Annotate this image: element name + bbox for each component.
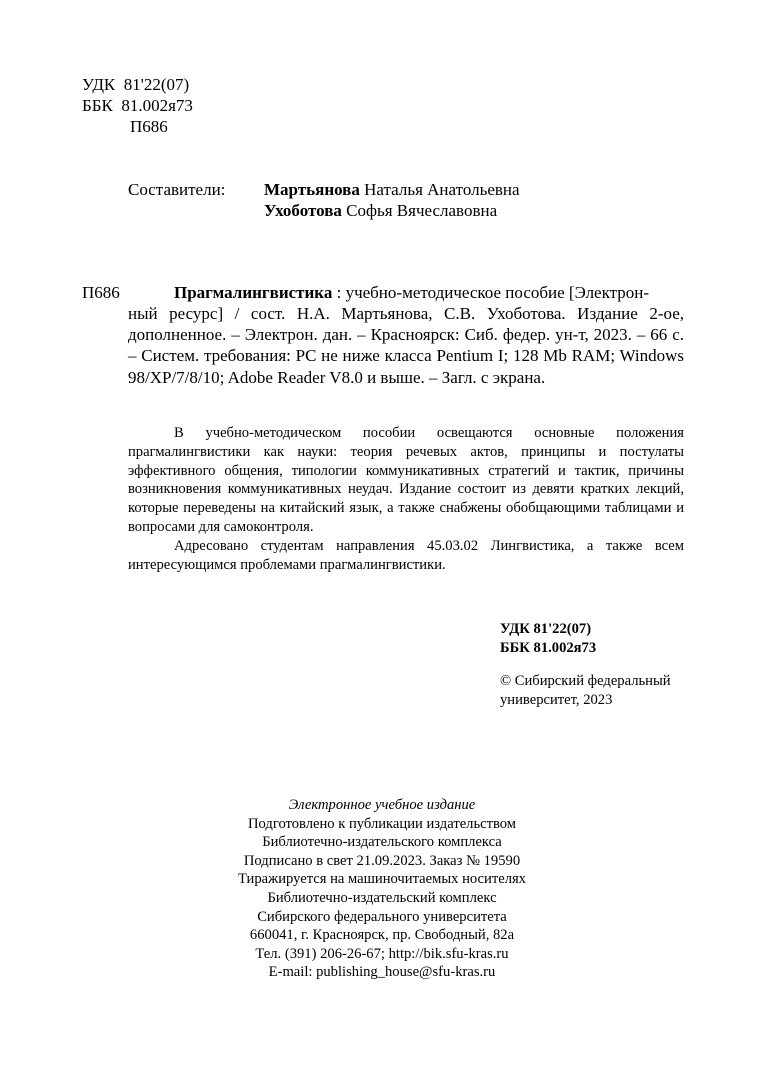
imprint-line: Библиотечно-издательский комплекс: [267, 889, 497, 906]
bibliographic-record-body: ный ресурс] / сост. Н.А. Мартьянова, С.В. Ухоботова. Издание 2-ое, дополненное. – Электрон. дан. – Красноярск: Сиб. федер. ун-т, 2023. – 66 с. – Систем. требования: PC не ниже класса Pentium I; 128 Mb RAM; Windows 98/XP/7/8/10; Adobe Reader V8.0 и выше. – Загл. с экрана.: [128, 304, 684, 387]
classification-codes: [82, 74, 193, 137]
compiler-given-names: Наталья Анатольевна: [359, 180, 520, 199]
abstract-paragraph-2: Адресовано студентам направления 45.03.02 Лингвистика, а также всем интересующимся проблемами прагмалингвистики.: [128, 537, 684, 573]
imprint-line: 660041, г. Красноярск, пр. Свободный, 82а: [249, 927, 515, 944]
udk-code-right: УДК 81'22(07): [500, 621, 592, 637]
classification-codes-right: [500, 620, 596, 657]
copyright-notice: [500, 672, 671, 709]
imprint-line: Тиражируется на машиночитаемых носителях: [238, 871, 526, 888]
bbk-code-right: ББК 81.002я73: [500, 639, 597, 656]
record-index: П686: [82, 283, 120, 302]
bbk-code: ББК 81.002я73: [82, 96, 193, 115]
compiler-name: [264, 179, 520, 200]
imprint-line: Подготовлено к публикации издательством: [247, 815, 517, 832]
imprint-line: Тел. (391) 206-26-67; http://bik.sfu-kras.ru: [255, 945, 509, 962]
imprint-line: Сибирского федерального университета: [257, 908, 507, 925]
author-index-code: П686: [130, 117, 168, 136]
imprint-line: Подписано в свет 21.09.2023. Заказ № 19590: [243, 852, 521, 869]
bibliographic-record-first-line: [174, 282, 684, 303]
book-title: Прагмалингвистика: [174, 283, 333, 302]
abstract: [128, 424, 684, 574]
abstract-paragraph-1: В учебно-методическом пособии освещаются основные положения прагмалингвистики как науки: теория речевых актов, принципы и постулаты эффективного общения, типологии коммуникативных стратегий и тактик, причины возникновения коммуникативных неудач. Издание состоит из девяти кратких лекций, которые переведены на китайский язык, а также снабжены обобщающими таблицами и вопросами для самоконтроля.: [128, 425, 684, 535]
edition-type: Электронное учебное издание: [288, 797, 476, 813]
copyright-line-2: университет, 2023: [500, 691, 613, 708]
compilers-label: Составители:: [128, 180, 226, 199]
compilers-list: [264, 179, 520, 221]
compiler-surname: Мартьянова: [264, 180, 360, 199]
compiler-name: [264, 200, 520, 221]
compiler-surname: Ухоботова: [264, 201, 342, 220]
record-line1-rest: : учебно-методическое пособие [Электрон-: [332, 283, 650, 302]
imprint-block: [170, 796, 594, 982]
copyright-line-1: © Сибирский федеральный: [500, 673, 671, 689]
compiler-given-names: Софья Вячеславовна: [341, 201, 498, 220]
imprint-line: E-mail: publishing_house@sfu-kras.ru: [268, 964, 496, 981]
udk-code: УДК 81'22(07): [82, 75, 190, 94]
imprint-line: Библиотечно-издательского комплекса: [262, 834, 502, 851]
